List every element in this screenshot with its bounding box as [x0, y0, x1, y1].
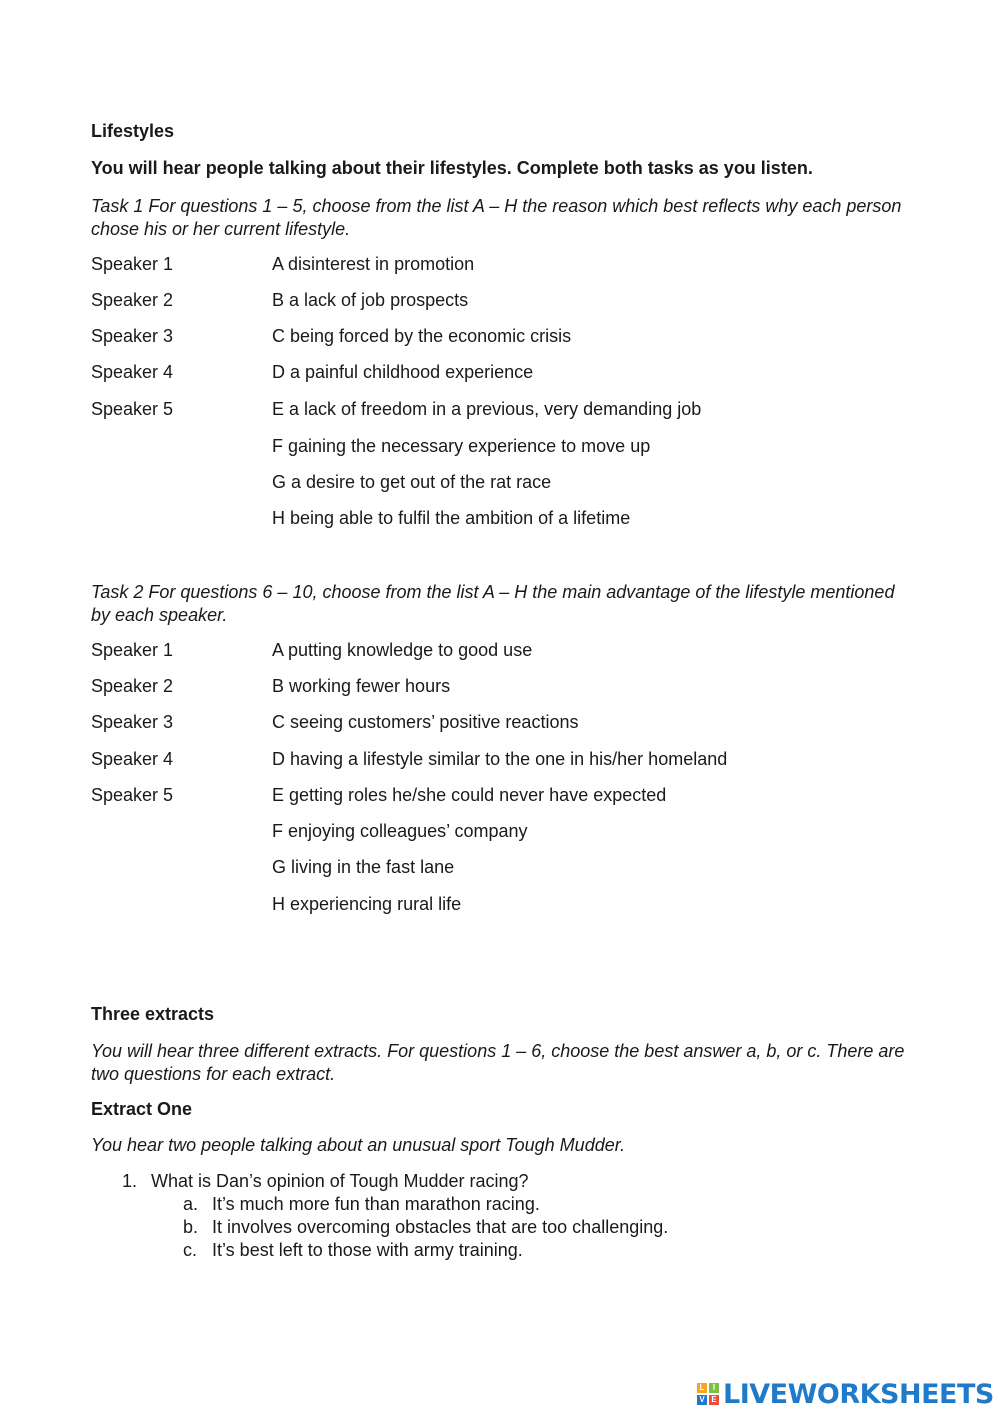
option-item: C seeing customers’ positive reactions — [272, 712, 579, 732]
speaker-label: Speaker 5 — [91, 785, 174, 805]
speaker-label: Speaker 1 — [91, 640, 174, 660]
option-item: G living in the fast lane — [272, 857, 455, 877]
question-number: 1. — [122, 1171, 138, 1191]
option-item: H experiencing rural life — [272, 894, 462, 914]
extract-title: Extract One — [91, 1099, 193, 1119]
logo-mark-cell: L — [697, 1383, 707, 1393]
liveworksheets-logo — [697, 1378, 994, 1410]
option-item: G a desire to get out of the rat race — [272, 472, 552, 492]
logo-mark-cell: I — [709, 1383, 719, 1393]
speaker-label: Speaker 3 — [91, 326, 174, 346]
section-title-lifestyles: Lifestyles — [91, 121, 175, 141]
logo-mark-cell: V — [697, 1395, 707, 1405]
section-title-three-extracts: Three extracts — [91, 1004, 215, 1024]
section-instruction: You will hear people talking about their lifestyles. Complete both tasks as you listen. — [91, 158, 813, 178]
option-item: F gaining the necessary experience to move up — [272, 436, 651, 456]
logo-text: LIVEWORKSHEETS — [723, 1378, 994, 1410]
speaker-label: Speaker 3 — [91, 712, 174, 732]
extract-context: You hear two people talking about an unusual sport Tough Mudder. — [91, 1135, 626, 1155]
option-item: E a lack of freedom in a previous, very demanding job — [272, 399, 702, 419]
speaker-label: Speaker 2 — [91, 676, 174, 696]
option-item: C being forced by the economic crisis — [272, 326, 572, 346]
option-item: D having a lifestyle similar to the one in his/her homeland — [272, 749, 728, 769]
option-item: B working fewer hours — [272, 676, 451, 696]
speaker-label: Speaker 2 — [91, 290, 174, 310]
option-item: D a painful childhood experience — [272, 362, 534, 382]
speaker-label: Speaker 4 — [91, 362, 174, 382]
logo-mark-cell: E — [709, 1395, 719, 1405]
option-item: B a lack of job prospects — [272, 290, 469, 310]
option-item: E getting roles he/she could never have expected — [272, 785, 667, 805]
answer-text: It’s best left to those with army training. — [212, 1240, 523, 1260]
task2-prompt: Task 2 For questions 6 – 10, choose from the list A – H the main advantage of the lifestyle mentioned by each speaker. — [91, 582, 895, 625]
answer-letter: b. — [183, 1217, 199, 1237]
speaker-label: Speaker 4 — [91, 749, 174, 769]
answer-text: It involves overcoming obstacles that are too challenging. — [212, 1217, 669, 1237]
extracts-instruction: You will hear three different extracts. For questions 1 – 6, choose the best answer a, b, or c. There are two questions for each extract. — [91, 1041, 905, 1084]
option-item: A putting knowledge to good use — [272, 640, 533, 660]
option-item: A disinterest in promotion — [272, 254, 475, 274]
speaker-label: Speaker 1 — [91, 254, 174, 274]
answer-letter: a. — [183, 1194, 199, 1214]
logo-mark-icon — [697, 1383, 719, 1405]
speaker-label: Speaker 5 — [91, 399, 174, 419]
question-text: What is Dan’s opinion of Tough Mudder racing? — [151, 1171, 529, 1191]
answer-text: It’s much more fun than marathon racing. — [212, 1194, 540, 1214]
option-item: H being able to fulfil the ambition of a lifetime — [272, 508, 631, 528]
task1-prompt: Task 1 For questions 1 – 5, choose from the list A – H the reason which best reflects why each person chose his or her current lifestyle. — [91, 196, 902, 239]
option-item: F enjoying colleagues’ company — [272, 821, 528, 841]
answer-letter: c. — [183, 1240, 198, 1260]
